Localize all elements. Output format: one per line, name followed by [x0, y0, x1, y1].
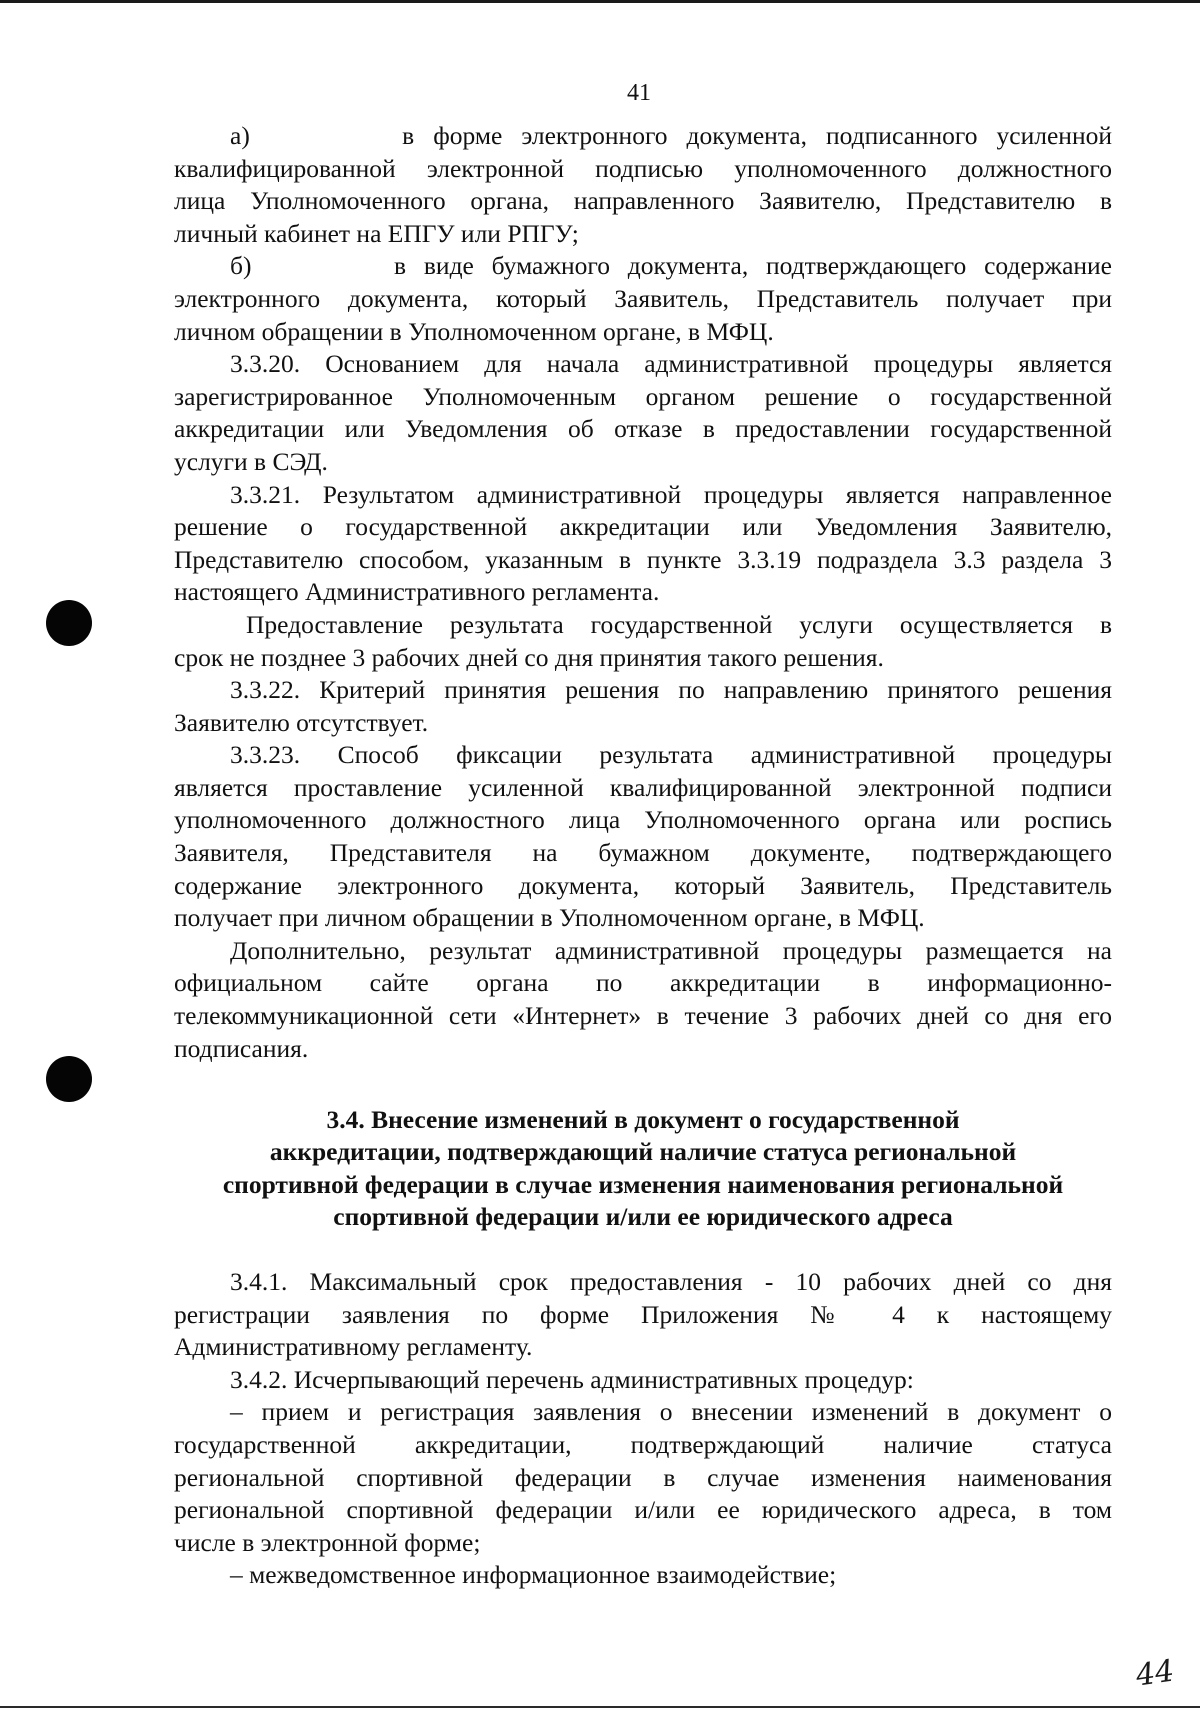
paragraph-line: региональной спортивной федерации в случае изменения наименования [174, 1462, 1112, 1492]
paragraph-line: уполномоченного должностного лица Уполномоченного органа или роспись [174, 805, 1112, 835]
heading-line: 3.4. Внесение изменений в документ о государственной [326, 1105, 960, 1134]
paragraph-line: услуги в СЭД. [174, 446, 328, 476]
heading-line: аккредитации, подтверждающий наличие статуса региональной [269, 1137, 1017, 1167]
paragraph-line: 3.3.20. Основанием для начала административной процедуры является [230, 349, 1112, 379]
body-text-bottom [174, 1266, 1112, 1592]
paragraph-line: б) в виде бумажного документа, подтверждающего содержание [230, 251, 1112, 281]
scan-edge-bottom [0, 1706, 1200, 1708]
body-text-top [174, 120, 1112, 1065]
paragraph-line: является проставление усиленной квалифицированной электронной подписи [174, 772, 1112, 802]
paragraph-line: подписания. [174, 1033, 309, 1063]
paragraph-line: 3.3.23. Способ фиксации результата административной процедуры [230, 740, 1112, 770]
handwritten-page-mark: 44 [1133, 1653, 1177, 1694]
paragraph-line: – межведомственное информационное взаимодействие; [230, 1560, 837, 1590]
paragraph-line: получает при личном обращении в Уполномоченном органе, в МФЦ. [174, 903, 925, 933]
paragraph-line: 3.3.22. Критерий принятия решения по направлению принятого решения [230, 675, 1112, 705]
heading-line: спортивной федерации в случае изменения наименования региональной [222, 1169, 1064, 1199]
paragraph-line: телекоммуникационной сети «Интернет» в течение 3 рабочих дней со дня его [174, 1001, 1112, 1031]
paragraph-line: Заявителя, Представителя на бумажном документе, подтверждающего [174, 838, 1112, 868]
paragraph-line: Заявителю отсутствует. [174, 707, 429, 737]
paragraph-line: личном обращении в Уполномоченном органе, в МФЦ. [174, 316, 774, 346]
paragraph-line: личный кабинет на ЕПГУ или РПГУ; [174, 218, 579, 248]
punch-hole [46, 600, 92, 646]
paragraph-line: электронного документа, который Заявитель, Представитель получает при [174, 283, 1112, 313]
paragraph-line: числе в электронной форме; [174, 1527, 481, 1557]
paragraph-line: Представителю способом, указанным в пункте 3.3.19 подраздела 3.3 раздела 3 [174, 544, 1112, 574]
paragraph-line: квалифицированной электронной подписью уполномоченного должностного [174, 153, 1112, 183]
paragraph-line: аккредитации или Уведомления об отказе в предоставлении государственной [174, 414, 1112, 444]
paragraph-line: регистрации заявления по форме Приложения № 4 к настоящему [174, 1299, 1112, 1329]
section-heading [174, 1104, 1112, 1234]
paragraph-line: 3.4.1. Максимальный срок предоставления - 10 рабочих дней со дня [230, 1267, 1112, 1296]
paragraph-line: Административному регламенту. [174, 1332, 533, 1362]
paragraph-line: Предоставление результата государственной услуги осуществляется в [246, 609, 1112, 639]
paragraph-line: зарегистрированное Уполномоченным органом решение о государственной [174, 381, 1112, 411]
punch-hole [46, 1056, 92, 1102]
paragraph-line: государственной аккредитации, подтверждающий наличие статуса [174, 1429, 1112, 1459]
paragraph-line: лица Уполномоченного органа, направленного Заявителю, Представителю в [174, 186, 1112, 216]
paragraph-line: содержание электронного документа, который Заявитель, Представитель [174, 870, 1112, 900]
page-number: 41 [627, 80, 651, 106]
paragraph-line: 3.3.21. Результатом административной процедуры является направленное [230, 479, 1112, 509]
paragraph-line: – прием и регистрация заявления о внесении изменений в документ о [230, 1397, 1112, 1427]
paragraph-line: решение о государственной аккредитации или Уведомления Заявителю, [174, 512, 1112, 542]
paragraph-line: Дополнительно, результат административной процедуры размещается на [230, 935, 1112, 965]
paragraph-line: настоящего Административного регламента. [174, 577, 660, 607]
paragraph-line: срок не позднее 3 рабочих дней со дня принятия такого решения. [174, 642, 884, 672]
paragraph-line: официальном сайте органа по аккредитации в информационно- [174, 968, 1112, 998]
paragraph-line: 3.4.2. Исчерпывающий перечень административных процедур: [230, 1364, 914, 1394]
paragraph-line: региональной спортивной федерации и/или ее юридического адреса, в том [174, 1495, 1112, 1525]
scan-edge-top [0, 0, 1200, 3]
heading-line: спортивной федерации и/или ее юридического адреса [333, 1202, 953, 1232]
paragraph-line: а) в форме электронного документа, подписанного усиленной [230, 121, 1112, 150]
